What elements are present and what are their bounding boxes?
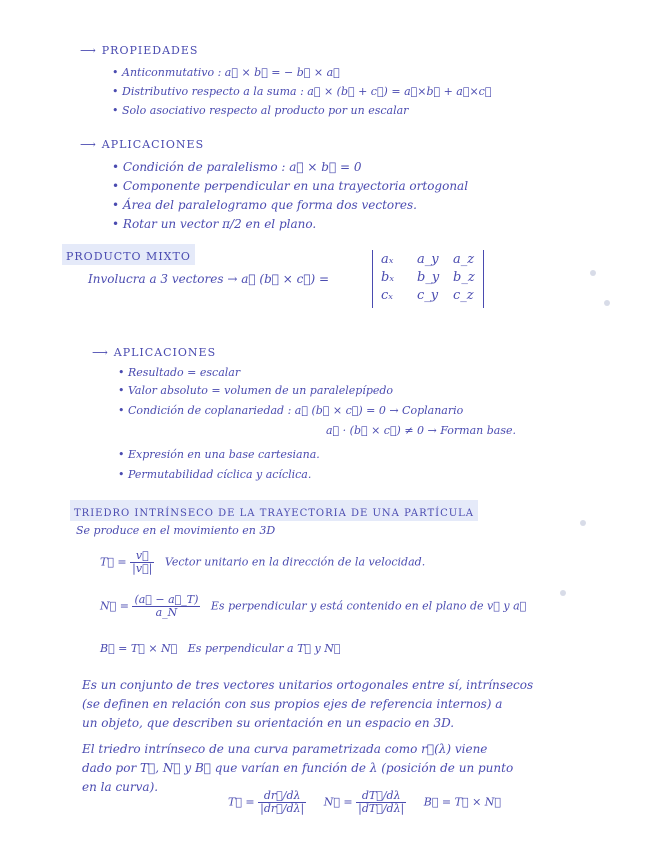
formula-lhs: T⃗ = bbox=[100, 555, 127, 569]
list-item: • Componente perpendicular en una trayectoria ortogonal bbox=[112, 179, 469, 193]
section-propiedades-heading: ⟶ PROPIEDADES bbox=[80, 44, 199, 57]
numerator: v⃗ bbox=[130, 550, 154, 563]
formula-equation: B⃗ = T⃗ × N⃗ bbox=[100, 642, 178, 655]
formula-lhs: T⃗ = bbox=[228, 795, 255, 809]
list-item-text: Expresión en una base cartesiana. bbox=[128, 448, 320, 461]
fraction bbox=[130, 550, 154, 575]
formula-N bbox=[100, 594, 526, 619]
section-aplicaciones-2-heading: ⟶ APLICACIONES bbox=[92, 346, 217, 359]
list-item: • Rotar un vector π/2 en el plano. bbox=[112, 217, 317, 231]
list-item: • Solo asociativo respecto al producto por un escalar bbox=[112, 104, 409, 117]
matrix-cell: c_y bbox=[417, 288, 439, 303]
matrix-cell: a_z bbox=[453, 252, 475, 267]
paragraph-line: (se definen en relación con sus propios ejes de referencia internos) a bbox=[82, 697, 503, 711]
list-item-text: Componente perpendicular en una trayectoria ortogonal bbox=[122, 179, 469, 193]
list-item: • Resultado = escalar bbox=[118, 366, 241, 379]
paragraph-line: en la curva). bbox=[82, 780, 159, 794]
matrix-cell: b_z bbox=[453, 270, 475, 285]
denominator: |v⃗| bbox=[132, 562, 153, 576]
list-item: • Condición de paralelismo : a⃗ × b⃗ = 0 bbox=[112, 160, 362, 174]
formula-description: Vector unitario en la dirección de la velocidad. bbox=[164, 555, 426, 569]
numerator: dr⃗/dλ bbox=[258, 790, 306, 803]
section-triedro-heading bbox=[70, 500, 478, 521]
scan-mark bbox=[580, 520, 586, 526]
matrix-cell: bₓ bbox=[381, 270, 394, 285]
aplicaciones-title: APLICACIONES bbox=[101, 138, 205, 151]
list-item-text: Rotar un vector π/2 en el plano. bbox=[122, 217, 317, 231]
list-item-continued: a⃗ · (b⃗ × c⃗) ≠ 0 → Forman base. bbox=[326, 424, 516, 437]
denominator: |dr⃗/dλ| bbox=[260, 802, 305, 816]
list-item: • Anticonmutativo : a⃗ × b⃗ = − b⃗ × a⃗ bbox=[112, 66, 340, 79]
section-aplicaciones-heading: ⟶ APLICACIONES bbox=[80, 138, 205, 151]
list-item: • Permutabilidad cíclica y acíclica. bbox=[118, 468, 312, 481]
scan-mark bbox=[590, 270, 596, 276]
matrix-cell: cₓ bbox=[381, 288, 393, 303]
fraction bbox=[132, 594, 200, 619]
matrix-cell: aₓ bbox=[381, 252, 394, 267]
list-item-text: Resultado = escalar bbox=[128, 366, 241, 379]
matrix-cell: a_y bbox=[417, 252, 439, 267]
list-item-text: Permutabilidad cíclica y acíclica. bbox=[128, 468, 312, 481]
formula-T bbox=[100, 550, 425, 575]
list-item-text: Condición de coplanariedad : a⃗ (b⃗ × c⃗) = 0 → Coplanario bbox=[128, 404, 464, 417]
formula-description: Es perpendicular y está contenido en el plano de v⃗ y a⃗ bbox=[210, 599, 527, 613]
fraction bbox=[356, 790, 406, 815]
formula-B bbox=[100, 642, 340, 655]
paragraph-line: Es un conjunto de tres vectores unitarios ortogonales entre sí, intrínsecos bbox=[82, 678, 534, 692]
paragraph-line: El triedro intrínseco de una curva parametrizada como r⃗(λ) viene bbox=[82, 742, 488, 756]
paragraph-line: dado por T⃗, N⃗ y B⃗ que varían en función de λ (posición de un punto bbox=[82, 761, 514, 775]
fraction bbox=[258, 790, 306, 815]
list-item-text: Valor absoluto = volumen de un paralelepípedo bbox=[128, 384, 394, 397]
list-item: • Condición de coplanariedad : a⃗ (b⃗ × c⃗) = 0 → Coplanario bbox=[118, 404, 464, 417]
paragraph-line: un objeto, que describen su orientación en un espacio en 3D. bbox=[82, 716, 455, 730]
formula-lhs: N⃗ = bbox=[323, 795, 353, 809]
numerator: dT⃗/dλ bbox=[356, 790, 406, 803]
list-item-text: Condición de paralelismo : a⃗ × b⃗ = 0 bbox=[122, 160, 362, 174]
scan-mark bbox=[560, 590, 566, 596]
denominator: a_N bbox=[155, 606, 178, 620]
formula-lhs: N⃗ = bbox=[100, 599, 129, 613]
list-item: • Valor absoluto = volumen de un paralelepípedo bbox=[118, 384, 394, 397]
formula-parametric bbox=[228, 790, 501, 815]
triedro-title: TRIEDRO INTRÍNSECO DE LA TRAYECTORIA DE UNA PARTÍCULA bbox=[74, 508, 475, 519]
list-item-text: Solo asociativo respecto al producto por un escalar bbox=[122, 104, 409, 117]
determinant-matrix bbox=[372, 250, 484, 308]
formula-equation: B⃗ = T⃗ × N⃗ bbox=[423, 795, 502, 809]
producto-mixto-title: PRODUCTO MIXTO bbox=[66, 250, 191, 263]
triedro-intro: Se produce en el movimiento en 3D bbox=[76, 524, 276, 537]
matrix-cell: b_y bbox=[417, 270, 440, 285]
list-item: • Expresión en una base cartesiana. bbox=[118, 448, 320, 461]
list-item-text: Área del paralelogramo que forma dos vectores. bbox=[122, 198, 417, 212]
denominator: |dT⃗/dλ| bbox=[358, 802, 405, 816]
producto-mixto-intro: Involucra a 3 vectores → a⃗ (b⃗ × c⃗) = bbox=[88, 272, 330, 286]
aplicaciones-2-title: APLICACIONES bbox=[113, 346, 217, 359]
list-item-text: Anticonmutativo : a⃗ × b⃗ = − b⃗ × a⃗ bbox=[122, 66, 340, 79]
list-item-text: Distributivo respecto a la suma : a⃗ × (b⃗ + c⃗) = a⃗×b⃗ + a⃗×c⃗ bbox=[122, 85, 492, 98]
scan-mark bbox=[604, 300, 610, 306]
matrix-cell: c_z bbox=[453, 288, 474, 303]
list-item: • Área del paralelogramo que forma dos vectores. bbox=[112, 198, 417, 212]
numerator: (a⃗ − a⃗_T) bbox=[134, 593, 199, 606]
propiedades-title: PROPIEDADES bbox=[101, 44, 199, 57]
list-item: • Distributivo respecto a la suma : a⃗ × (b⃗ + c⃗) = a⃗×b⃗ + a⃗×c⃗ bbox=[112, 85, 492, 98]
formula-description: Es perpendicular a T⃗ y N⃗ bbox=[187, 642, 341, 655]
section-producto-mixto-heading bbox=[62, 244, 195, 265]
